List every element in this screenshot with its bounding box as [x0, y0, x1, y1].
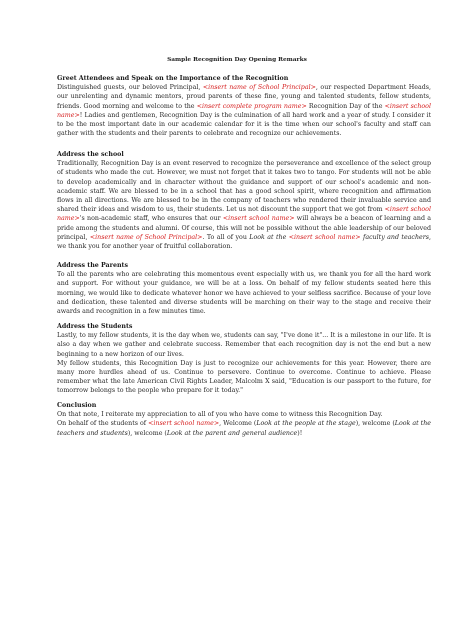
section-body [57, 270, 431, 316]
body-text: On behalf of the students of [57, 420, 149, 428]
body-text: , Welcome ( [219, 420, 257, 428]
paragraph [57, 410, 431, 419]
section-body [57, 83, 431, 138]
paragraph [57, 359, 431, 396]
placeholder-text: <insert school name> [57, 102, 431, 119]
placeholder-text: <insert school name> [57, 206, 431, 223]
section-body [57, 410, 431, 438]
paragraph [57, 331, 431, 359]
paragraph [57, 270, 431, 316]
section-heading: Greet Attendees and Speak on the Importance of the Recognition [57, 75, 289, 82]
body-text: will always be a beacon of learning and a pride among the students and alumni. Of course, this will not be possible without the able leadership of our beloved principal, [57, 215, 432, 241]
stage-direction: Look at the [249, 233, 289, 241]
body-text: ), welcome ( [127, 429, 167, 437]
stage-direction: faculty and teachers [360, 233, 429, 241]
stage-direction: Look at the teachers and students [57, 420, 431, 437]
placeholder-text: <insert school name> [148, 420, 220, 428]
body-text: )! [297, 429, 303, 437]
section-conclusion [57, 401, 431, 438]
body-text: My fellow students, this Recognition Day is just to recognize our achievements for this year. However, there are many more hurdles ahead of us. Continue to persevere. Continue to overcome. Continue to achieve. Please remember what the late American Civil Rights Leader, Malcolm X said, "Education is our passport to the future, for tomorrow belongs to the people who prepare for it today." [57, 359, 431, 395]
body-text: ! Ladies and gentlemen, Recognition Day is the culmination of all hard work and a year of study. I consider it to be the most important date in our academic calendar for it is the time when our school's faculty and staff can gather with the students and their parents to celebrate and recognize our achievements. [57, 111, 431, 138]
body-text: . To all of you [202, 233, 250, 241]
section-body [57, 159, 431, 251]
body-text: , our respected Department Heads, our unrelenting and dynamic mentors, proud parents of these fine, young and talented students, fellow students, friends. Good morning and welcome to the [57, 84, 431, 110]
placeholder-text: <insert name of School Principal> [89, 233, 203, 241]
body-text: ), welcome ( [355, 420, 395, 428]
section-address-school [57, 150, 431, 251]
body-text: On that note, I reiterate my appreciation to all of you who have come to witness this Recognition Day. [57, 411, 383, 419]
body-text: Lastly, to my fellow students, it is the day when we, students can say, "I've done it"... It is a milestone in our life. It is also a day when we gather and celebrate success. Remember that each recognition day is not the end but a new beginning to a new horizon of our lives. [57, 332, 431, 358]
body-text: To all the parents who are celebrating this momentous event especially with us, we thank you for all the hard work and support. For without your guidance, we will be at a loss. On behalf of my fellow students seated here this morning, we would like to dedicate whatever honor we have achieved to your selfless sacrifice. Because of your love and dedication, these talented and diverse students will be marching on their way to the stage and receive their awards and recognition in a few minutes time. [57, 271, 431, 316]
placeholder-text: <insert name of School Principal> [202, 84, 316, 92]
body-text: Recognition Day of the [306, 102, 385, 110]
stage-direction: Look at the people at the stage [256, 420, 356, 428]
section-body [57, 331, 431, 395]
section-heading: Address the Students [57, 323, 133, 330]
paragraph [57, 159, 431, 251]
body-text: Distinguished guests, our beloved Principal, [57, 84, 203, 92]
page-title: Sample Recognition Day Opening Remarks [167, 57, 307, 63]
section-heading: Conclusion [57, 402, 97, 409]
placeholder-text: <insert complete program name> [196, 102, 307, 110]
placeholder-text: <insert school name> [222, 215, 295, 223]
section-heading: Address the Parents [57, 262, 128, 269]
section-heading: Address the school [57, 151, 124, 158]
body-text: , we thank you for another year of fruitful collaboration. [57, 233, 431, 251]
body-text: 's non-academic staff, who ensures that our [79, 215, 223, 223]
stage-direction: Look at the parent and general audience [166, 429, 298, 437]
paragraph [57, 83, 431, 138]
section-address-parents [57, 261, 431, 316]
section-greet-attendees [57, 74, 431, 138]
body-text: Traditionally, Recognition Day is an event reserved to recognize the perseverance and excellence of the select group of students who made the cut. However, we must not forget that it takes two to tango. For students will not be able to develop academically and in character without the guidance and support of our school's academic and non-academic staff. We are blessed to be in a school that has a good school spirit, where recognition and affirmation flows in all directions. We are blessed to be in the company of teachers who rendered their invaluable service and shared their ideas and wisdom to us, their students. Let us not discount the support that we got from [57, 160, 431, 214]
section-address-students [57, 322, 431, 396]
placeholder-text: <insert school name> [288, 233, 361, 241]
paragraph [57, 419, 431, 437]
